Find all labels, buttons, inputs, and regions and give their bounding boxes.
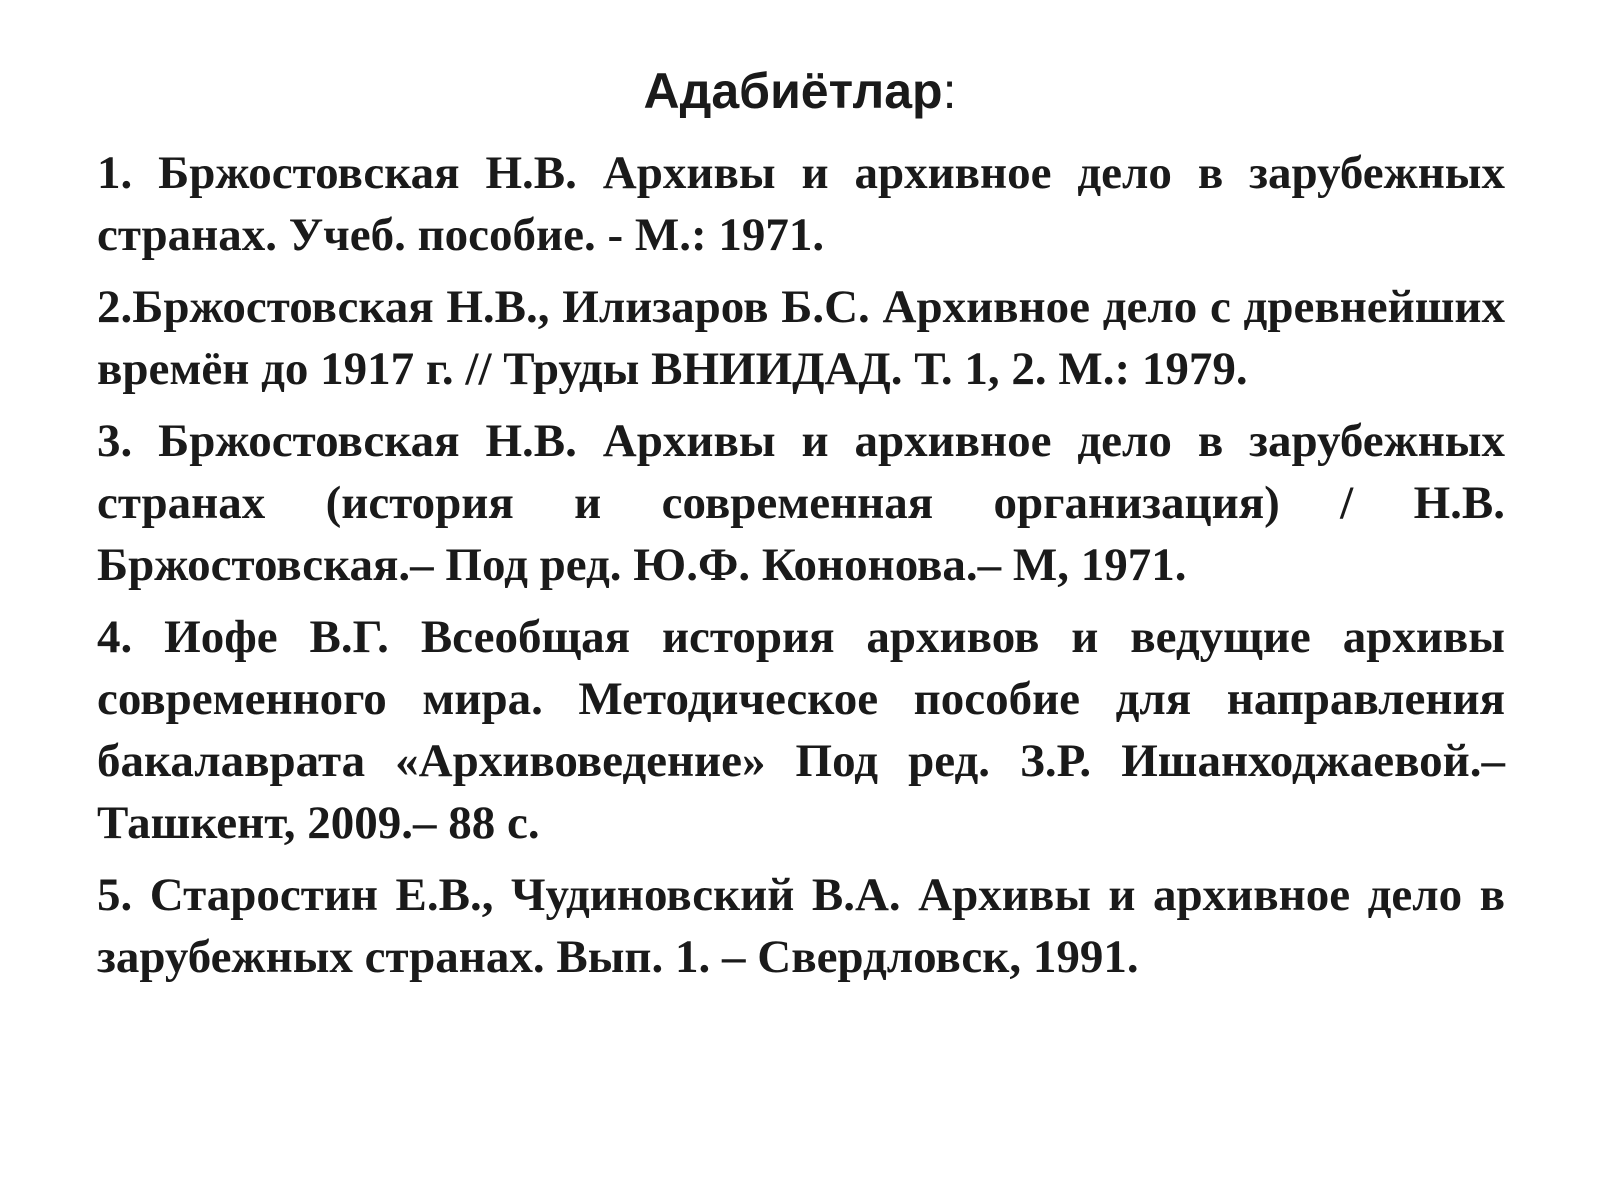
reference-item-2: 2.Бржостовская Н.В., Илизаров Б.С. Архивное дело с древнейших времён до 1917 г. // Труды ВНИИДАД. Т. 1, 2. М.: 1979. <box>97 281 1505 395</box>
title-text: Адабиётлар <box>643 63 943 119</box>
reference-list <box>97 142 1505 998</box>
page-title <box>0 60 1600 122</box>
reference-item-1: 1. Бржостовская Н.В. Архивы и архивное дело в зарубежных странах. Учеб. пособие. - М.: 1971. <box>97 147 1505 261</box>
reference-item-3: 3. Бржостовская Н.В. Архивы и архивное дело в зарубежных странах (история и современная организация) / Н.В. Бржостовская.– Под ред. Ю.Ф. Кононова.– М, 1971. <box>97 415 1505 591</box>
title-colon: : <box>942 63 957 119</box>
reference-item-5: 5. Старостин Е.В., Чудиновский В.А. Архивы и архивное дело в зарубежных странах. Вып. 1. – Свердловск, 1991. <box>97 869 1505 983</box>
reference-item-4: 4. Иофе В.Г. Всеобщая история архивов и ведущие архивы современного мира. Методическое пособие для направления бакалаврата «Архивоведение» Под ред. З.Р. Ишанходжаевой.– Ташкент, 2009.– 88 с. <box>97 611 1505 849</box>
